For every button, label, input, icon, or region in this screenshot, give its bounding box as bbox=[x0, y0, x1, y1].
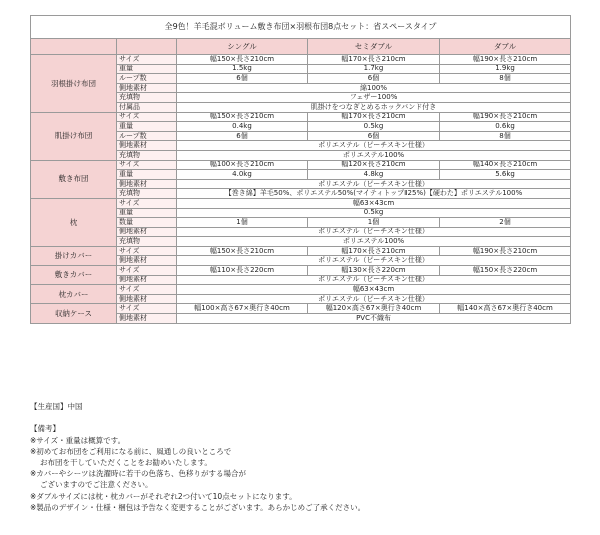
notes-section bbox=[30, 403, 365, 515]
category-cell: 敷き布団 bbox=[31, 160, 117, 198]
value-cell-merged: 肌掛けをつなぎとめるホックバンド付き bbox=[177, 102, 571, 112]
table-row bbox=[31, 160, 571, 170]
value-cell: 0.6kg bbox=[440, 122, 571, 132]
remarks-title: 【備考】 bbox=[30, 424, 60, 434]
header-blank bbox=[31, 39, 117, 55]
value-cell: 6個 bbox=[308, 131, 440, 141]
value-cell: 幅170×長さ210cm bbox=[308, 246, 440, 256]
value-cell: 幅170×長さ210cm bbox=[308, 112, 440, 122]
attribute-cell: 数量 bbox=[117, 218, 177, 228]
remarks-list bbox=[30, 437, 365, 515]
remark-line: ※製品のデザイン・仕様・梱包は予告なく変更することがございます。あらかじめご了承ください。 bbox=[30, 502, 366, 512]
value-cell: 幅130×長さ220cm bbox=[308, 266, 440, 276]
attribute-cell: 側地素材 bbox=[117, 179, 177, 189]
value-cell: 幅190×長さ210cm bbox=[440, 55, 571, 65]
value-cell: 6個 bbox=[177, 131, 308, 141]
value-cell: 0.5kg bbox=[308, 122, 440, 132]
value-cell: 幅190×長さ210cm bbox=[440, 112, 571, 122]
column-header-double: ダブル bbox=[440, 39, 571, 55]
header-blank bbox=[117, 39, 177, 55]
remark-line: ※初めてお布団をご利用になる前に、風通しの良いところで bbox=[30, 446, 232, 456]
value-cell-merged: フェザー100% bbox=[177, 93, 571, 103]
value-cell: 8個 bbox=[440, 74, 571, 84]
table-row bbox=[31, 266, 571, 276]
attribute-cell: 重量 bbox=[117, 208, 177, 218]
attribute-cell: サイズ bbox=[117, 246, 177, 256]
value-cell: 2個 bbox=[440, 218, 571, 228]
value-cell-merged: ポリエステル100% bbox=[177, 150, 571, 160]
value-cell: 1個 bbox=[177, 218, 308, 228]
category-cell: 羽根掛け布団 bbox=[31, 55, 117, 113]
value-cell-merged: ポリエステル100% bbox=[177, 237, 571, 247]
attribute-cell: 付属品 bbox=[117, 102, 177, 112]
attribute-cell: ループ数 bbox=[117, 74, 177, 84]
attribute-cell: 充填物 bbox=[117, 93, 177, 103]
value-cell: 幅150×長さ210cm bbox=[177, 246, 308, 256]
attribute-cell: 側地素材 bbox=[117, 294, 177, 304]
value-cell: 4.8kg bbox=[308, 170, 440, 180]
spec-table bbox=[30, 15, 571, 324]
value-cell: 1.5kg bbox=[177, 64, 308, 74]
remark-line: ※ダブルサイズには枕・枕カバーがそれぞれ2つ付いて10点セットになります。 bbox=[30, 491, 297, 501]
value-cell: 幅190×長さ210cm bbox=[440, 246, 571, 256]
attribute-cell: サイズ bbox=[117, 266, 177, 276]
category-cell: 敷きカバー bbox=[31, 266, 117, 285]
category-cell: 収納ケース bbox=[31, 304, 117, 323]
attribute-cell: 側地素材 bbox=[117, 227, 177, 237]
value-cell: 8個 bbox=[440, 131, 571, 141]
table-row bbox=[31, 198, 571, 208]
value-cell: 幅110×長さ220cm bbox=[177, 266, 308, 276]
value-cell-merged: ポリエステル（ピーチスキン仕様） bbox=[177, 275, 571, 285]
category-cell: 掛けカバー bbox=[31, 246, 117, 265]
origin-text: 【生産国】中国 bbox=[30, 402, 83, 411]
column-header-semidouble: セミダブル bbox=[308, 39, 440, 55]
attribute-cell: サイズ bbox=[117, 198, 177, 208]
value-cell: 1.9kg bbox=[440, 64, 571, 74]
attribute-cell: 側地素材 bbox=[117, 83, 177, 93]
value-cell: 6個 bbox=[308, 74, 440, 84]
table-title: 全9色！羊毛混ボリューム敷き布団×羽根布団8点セット：省スペースタイプ bbox=[31, 16, 571, 39]
remark-line: ※サイズ・重量は概算です。 bbox=[30, 435, 126, 445]
column-header-single: シングル bbox=[177, 39, 308, 55]
attribute-cell: サイズ bbox=[117, 55, 177, 65]
value-cell-merged: ポリエステル（ピーチスキン仕様） bbox=[177, 227, 571, 237]
table-row bbox=[31, 112, 571, 122]
value-cell: 0.4kg bbox=[177, 122, 308, 132]
attribute-cell: 充填物 bbox=[117, 150, 177, 160]
value-cell: 幅140×長さ210cm bbox=[440, 160, 571, 170]
table-row bbox=[31, 285, 571, 295]
value-cell: 4.0kg bbox=[177, 170, 308, 180]
category-cell: 枕 bbox=[31, 198, 117, 246]
value-cell-merged: 幅63×43cm bbox=[177, 198, 571, 208]
value-cell: 5.6kg bbox=[440, 170, 571, 180]
attribute-cell: サイズ bbox=[117, 112, 177, 122]
value-cell: 幅150×長さ220cm bbox=[440, 266, 571, 276]
value-cell: 幅100×長さ210cm bbox=[177, 160, 308, 170]
value-cell: 幅150×長さ210cm bbox=[177, 112, 308, 122]
value-cell: 幅140×高さ67×奥行き40cm bbox=[440, 304, 571, 314]
remark-line: お布団を干していただくことをお勧めいたします。 bbox=[40, 457, 212, 467]
attribute-cell: 側地素材 bbox=[117, 141, 177, 151]
value-cell: 幅170×長さ210cm bbox=[308, 55, 440, 65]
header-row bbox=[31, 39, 571, 55]
value-cell-merged: 幅63×43cm bbox=[177, 285, 571, 295]
attribute-cell: 重量 bbox=[117, 170, 177, 180]
attribute-cell: 充填物 bbox=[117, 237, 177, 247]
attribute-cell: ループ数 bbox=[117, 131, 177, 141]
value-cell: 幅150×長さ210cm bbox=[177, 55, 308, 65]
attribute-cell: 側地素材 bbox=[117, 256, 177, 266]
category-cell: 枕カバー bbox=[31, 285, 117, 304]
attribute-cell: 側地素材 bbox=[117, 314, 177, 324]
remark-line: ※カバーやシーツは洗濯時に若干の色落ち、色移りがする場合が bbox=[30, 469, 246, 479]
remark-line: ございますのでご注意ください。 bbox=[40, 480, 153, 490]
attribute-cell: 側地素材 bbox=[117, 275, 177, 285]
value-cell-merged: ポリエステル（ピーチスキン仕様） bbox=[177, 179, 571, 189]
category-cell: 肌掛け布団 bbox=[31, 112, 117, 160]
attribute-cell: 充填物 bbox=[117, 189, 177, 199]
value-cell-merged: 綿100% bbox=[177, 83, 571, 93]
value-cell: 幅120×長さ210cm bbox=[308, 160, 440, 170]
value-cell-merged: ポリエステル（ピーチスキン仕様） bbox=[177, 141, 571, 151]
value-cell: 6個 bbox=[177, 74, 308, 84]
value-cell-merged: 0.5kg bbox=[177, 208, 571, 218]
value-cell-merged: PVC不織布 bbox=[177, 314, 571, 324]
value-cell: 1.7kg bbox=[308, 64, 440, 74]
value-cell-merged: ポリエステル（ピーチスキン仕様） bbox=[177, 256, 571, 266]
attribute-cell: サイズ bbox=[117, 285, 177, 295]
table-row bbox=[31, 246, 571, 256]
table-row bbox=[31, 304, 571, 314]
attribute-cell: 重量 bbox=[117, 122, 177, 132]
value-cell-merged: 【巻き綿】羊毛50%、ポリエステル50%(マイティトップⅡ25%)【硬わた】ポリエステル100% bbox=[177, 189, 571, 199]
attribute-cell: サイズ bbox=[117, 304, 177, 314]
value-cell-merged: ポリエステル（ピーチスキン仕様） bbox=[177, 294, 571, 304]
title-row bbox=[31, 16, 571, 39]
value-cell: 幅120×高さ67×奥行き40cm bbox=[308, 304, 440, 314]
attribute-cell: 重量 bbox=[117, 64, 177, 74]
table-row bbox=[31, 55, 571, 65]
attribute-cell: サイズ bbox=[117, 160, 177, 170]
value-cell: 幅100×高さ67×奥行き40cm bbox=[177, 304, 308, 314]
value-cell: 1個 bbox=[308, 218, 440, 228]
